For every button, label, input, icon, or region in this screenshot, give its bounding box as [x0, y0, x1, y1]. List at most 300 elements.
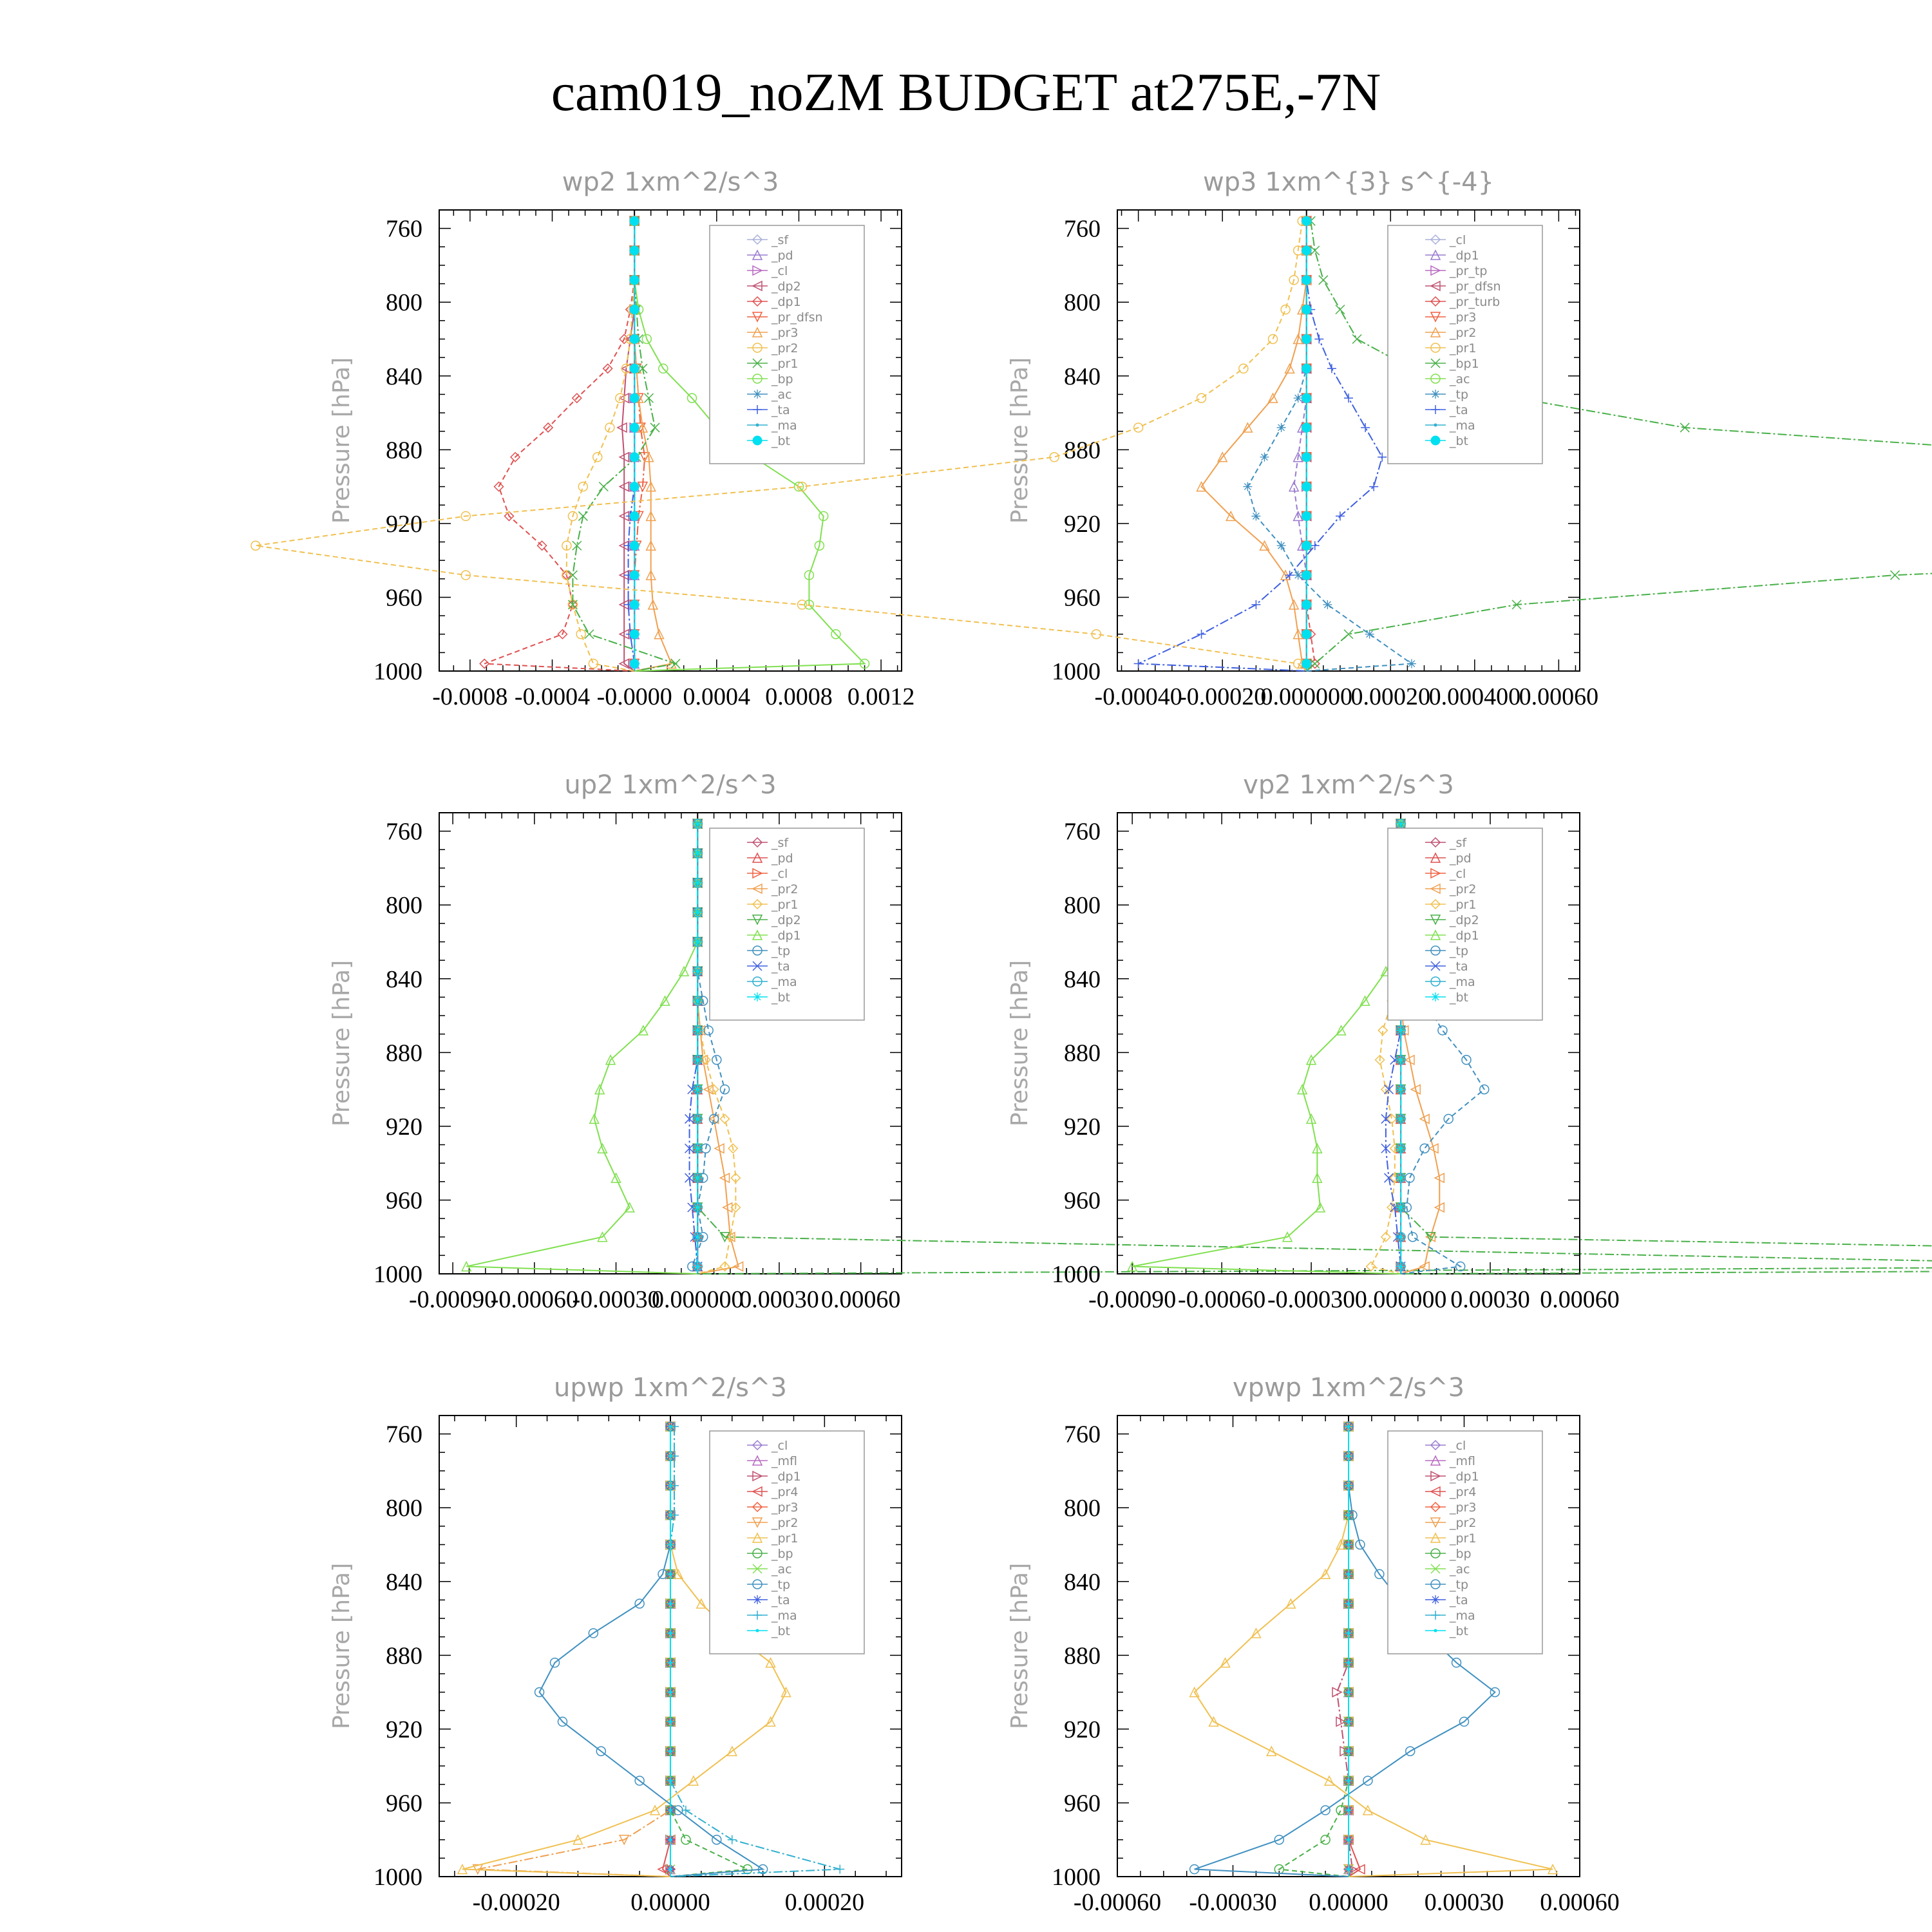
x-tick-label: 0.000000	[1354, 1286, 1447, 1313]
y-tick-label: 800	[1064, 892, 1101, 920]
y-tick-label: 840	[1064, 965, 1101, 993]
data-point	[1281, 305, 1290, 314]
legend-label: _bt	[772, 1624, 791, 1638]
y-tick-label: 920	[386, 510, 422, 538]
data-point	[669, 1602, 672, 1605]
y-tick-label: 960	[1064, 584, 1101, 612]
legend-marker	[1431, 390, 1440, 399]
y-tick-label: 1000	[1052, 658, 1101, 685]
data-point	[1347, 1868, 1350, 1871]
data-point	[1396, 1262, 1405, 1271]
data-point	[630, 393, 639, 402]
y-tick-label: 960	[386, 584, 422, 612]
series-dp1	[480, 216, 639, 671]
data-point	[1327, 364, 1336, 373]
data-point	[630, 571, 639, 580]
legend-label: _pr1	[772, 1531, 799, 1546]
data-point	[630, 659, 639, 668]
x-tick-label: -0.00020	[472, 1889, 560, 1916]
data-point	[1302, 305, 1311, 314]
data-point	[693, 908, 702, 917]
y-tick-label: 760	[1064, 1421, 1101, 1448]
legend-label: _bp	[772, 372, 793, 386]
data-point	[1347, 1573, 1350, 1576]
legend-label: _pr3	[772, 326, 799, 340]
legend-marker	[753, 436, 762, 445]
legend-label: _pr1	[1450, 898, 1477, 912]
y-tick-label: 840	[386, 1568, 422, 1596]
chart-panel-2	[328, 770, 1932, 1313]
legend-label: _pr3	[772, 1501, 799, 1515]
x-tick-label: 0.000400	[1428, 683, 1521, 710]
data-point	[630, 305, 639, 314]
data-point	[693, 1262, 702, 1271]
y-tick-label: 960	[1064, 1790, 1101, 1817]
legend-label: _ma	[1450, 975, 1475, 989]
legend-label: _cl	[1450, 233, 1466, 247]
series-pr2	[562, 216, 639, 671]
series-dp1	[1128, 819, 1405, 1274]
y-tick-label: 920	[1064, 1716, 1101, 1743]
data-point	[669, 1573, 672, 1576]
data-point	[693, 937, 702, 946]
x-tick-label: 0.00060	[1540, 1286, 1620, 1313]
data-point	[630, 364, 639, 373]
legend-label: _bt	[1450, 434, 1469, 448]
legend-label: _ta	[772, 1593, 790, 1607]
x-tick-label: 0.000000	[651, 1286, 744, 1313]
legend-label: _ta	[772, 960, 790, 974]
data-point	[1197, 630, 1206, 639]
data-point	[1347, 1425, 1350, 1428]
data-point	[1302, 511, 1311, 520]
data-point	[693, 1144, 702, 1153]
data-point	[630, 334, 639, 343]
data-point	[1197, 393, 1206, 402]
legend-label: _pr_dfsn	[772, 310, 823, 325]
panel-title: vpwp 1xm^2/s^3	[1232, 1373, 1465, 1403]
y-tick-label: 1000	[374, 658, 422, 685]
x-tick-label: -0.0004	[514, 683, 591, 710]
data-point	[1396, 1203, 1405, 1212]
data-point	[630, 453, 639, 462]
y-tick-label: 760	[386, 215, 422, 243]
data-point	[1396, 1144, 1405, 1153]
x-tick-label: 0.00060	[1540, 1889, 1620, 1916]
series-line	[1279, 1426, 1349, 1877]
y-tick-label: 880	[1064, 1642, 1101, 1670]
x-tick-label: 0.00060	[820, 1286, 901, 1313]
y-tick-label: 880	[1064, 1039, 1101, 1067]
legend-label: _bp	[1450, 1547, 1472, 1561]
data-point	[693, 1085, 702, 1094]
data-point	[1347, 1808, 1350, 1812]
data-point	[1277, 541, 1286, 550]
x-tick-label: 0.00000	[630, 1889, 710, 1916]
x-tick-label: -0.00030	[572, 1286, 660, 1313]
panel-title: wp2 1xm^2/s^3	[562, 167, 779, 197]
legend-label: _sf	[772, 836, 789, 850]
data-point	[1243, 482, 1252, 491]
y-tick-label: 760	[386, 818, 422, 846]
data-point	[630, 630, 639, 639]
data-point	[1407, 659, 1416, 668]
y-tick-label: 960	[386, 1187, 422, 1215]
main-title: cam019_noZM BUDGET at275E,-7N	[551, 62, 1381, 122]
y-tick-label: 880	[386, 1642, 422, 1670]
data-point	[1302, 364, 1311, 373]
data-point	[1347, 1484, 1350, 1487]
data-point	[1347, 1455, 1350, 1458]
legend-label: _ma	[1450, 1609, 1475, 1623]
data-point	[630, 511, 639, 520]
legend-label: _bt	[1450, 990, 1469, 1005]
data-point	[693, 1114, 702, 1123]
legend-label: _sf	[1450, 836, 1467, 850]
y-tick-label: 840	[1064, 1568, 1101, 1596]
data-point	[1302, 216, 1311, 225]
y-axis-label: Pressure [hPa]	[1007, 960, 1033, 1127]
legend-label: _ac	[1450, 1562, 1470, 1577]
data-point	[1302, 571, 1311, 580]
data-point	[669, 1513, 672, 1517]
panel-title: vp2 1xm^2/s^3	[1243, 770, 1454, 800]
data-point	[835, 1865, 844, 1874]
data-point	[1405, 1173, 1414, 1182]
data-point	[669, 1868, 672, 1871]
data-point	[669, 1425, 672, 1428]
data-point	[1347, 1690, 1350, 1694]
x-tick-label: -0.0008	[432, 683, 508, 710]
series-line	[466, 824, 697, 1274]
y-tick-label: 800	[386, 892, 422, 920]
data-point	[1302, 393, 1311, 402]
x-tick-label: -0.00030	[1189, 1889, 1277, 1916]
legend-label: _dp1	[772, 929, 801, 943]
legend-marker	[753, 390, 762, 399]
data-point	[720, 1114, 729, 1123]
legend-label: _pd	[772, 851, 793, 866]
legend-label: _tp	[772, 944, 791, 958]
legend-label: _pr2	[1450, 882, 1477, 896]
data-point	[630, 246, 639, 255]
x-tick-label: 0.00020	[784, 1889, 865, 1916]
x-tick-label: 0.00060	[1519, 683, 1599, 710]
data-point	[1347, 1661, 1350, 1664]
x-tick-label: -0.00060	[490, 1286, 578, 1313]
data-point	[1134, 659, 1143, 668]
data-point	[669, 1543, 672, 1546]
data-point	[693, 1233, 702, 1242]
data-point	[1302, 482, 1311, 491]
legend-label: _ta	[1450, 960, 1468, 974]
series-ta	[1134, 216, 1387, 671]
y-tick-label: 920	[1064, 510, 1101, 538]
data-point	[693, 967, 702, 976]
data-point	[1420, 1144, 1429, 1153]
data-point	[630, 482, 639, 491]
data-point	[1269, 334, 1278, 343]
legend-marker	[1431, 1595, 1440, 1604]
data-point	[1302, 600, 1311, 609]
y-tick-label: 1000	[374, 1864, 422, 1891]
legend-label: _tp	[1450, 388, 1469, 402]
y-axis-label: Pressure [hPa]	[328, 357, 355, 524]
legend-label: _pd	[772, 249, 793, 263]
data-point	[1352, 334, 1361, 343]
chart-panel-1	[251, 167, 1932, 710]
y-tick-label: 1000	[1052, 1261, 1101, 1288]
data-point	[1302, 423, 1311, 432]
series-line	[697, 824, 1932, 1274]
data-point	[728, 1835, 737, 1844]
x-tick-label: 0.0004	[683, 683, 751, 710]
data-point	[1347, 1631, 1350, 1634]
data-point	[669, 1720, 672, 1723]
data-point	[693, 1173, 702, 1182]
legend-label: _tp	[772, 1578, 791, 1592]
legend-label: _bp	[772, 1547, 793, 1561]
legend-label: _pr2	[772, 1516, 799, 1530]
legend-label: _cl	[772, 1439, 788, 1453]
y-tick-label: 800	[1064, 289, 1101, 317]
legend-label: _pr3	[1450, 310, 1477, 325]
data-point	[1260, 453, 1269, 462]
y-tick-label: 760	[386, 1421, 422, 1448]
data-point	[669, 1690, 672, 1694]
chart-panel-5	[1007, 1373, 1620, 1916]
y-axis-label: Pressure [hPa]	[1007, 357, 1033, 524]
data-point	[693, 819, 702, 828]
legend-label: _mfl	[772, 1454, 797, 1468]
x-tick-label: -0.00060	[1073, 1889, 1162, 1916]
legend-label: _bt	[772, 990, 791, 1005]
series-line	[1132, 824, 1401, 1274]
series-line	[484, 221, 634, 671]
data-point	[1347, 1513, 1350, 1517]
data-point	[1396, 1056, 1405, 1065]
y-tick-label: 760	[1064, 215, 1101, 243]
y-tick-label: 840	[386, 965, 422, 993]
data-point	[1302, 659, 1311, 668]
data-point	[593, 453, 602, 462]
data-point	[669, 1808, 672, 1812]
data-point	[1438, 1026, 1447, 1035]
legend-label: _pr_dfsn	[1450, 279, 1501, 294]
y-tick-label: 1000	[1052, 1864, 1101, 1891]
legend-label: _dp1	[772, 295, 801, 309]
legend-label: _pr1	[1450, 341, 1477, 355]
legend-label: _pr1	[772, 898, 799, 912]
legend-marker	[753, 992, 762, 1001]
series-bp	[1274, 1422, 1353, 1877]
legend-label: _bt	[1450, 1624, 1469, 1638]
y-axis-label: Pressure [hPa]	[1007, 1562, 1033, 1730]
legend-label: _bp1	[1450, 357, 1479, 371]
legend-label: _dp1	[1450, 249, 1479, 263]
legend-label: _tp	[1450, 1578, 1469, 1592]
data-point	[693, 996, 702, 1005]
data-point	[1314, 334, 1323, 343]
data-point	[630, 541, 639, 550]
data-point	[1396, 1085, 1405, 1094]
y-tick-label: 880	[386, 437, 422, 464]
x-tick-label: 0.00030	[1424, 1889, 1504, 1916]
y-tick-label: 920	[386, 1113, 422, 1141]
legend-marker	[756, 424, 759, 427]
legend-label: _ac	[772, 388, 792, 402]
data-point	[1302, 334, 1311, 343]
legend-marker	[756, 1629, 759, 1633]
data-point	[669, 1838, 672, 1841]
data-point	[1347, 1602, 1350, 1605]
data-point	[1302, 453, 1311, 462]
y-tick-label: 840	[386, 363, 422, 390]
data-point	[693, 1203, 702, 1212]
data-point	[1302, 630, 1311, 639]
data-point	[630, 216, 639, 225]
data-point	[1347, 1779, 1350, 1783]
legend-label: _pr_turb	[1450, 295, 1501, 309]
y-tick-label: 760	[1064, 818, 1101, 846]
data-point	[1347, 1838, 1350, 1841]
chart-panel-3	[1007, 770, 1932, 1313]
legend-label: _dp1	[772, 1470, 801, 1484]
x-tick-label: -0.00060	[1178, 1286, 1266, 1313]
legend-label: _ma	[772, 419, 797, 433]
y-tick-label: 800	[386, 289, 422, 317]
chart-panel-0	[328, 167, 914, 710]
x-tick-label: 0.00030	[1450, 1286, 1530, 1313]
data-point	[1369, 482, 1378, 491]
x-tick-label: 0.0012	[847, 683, 915, 710]
y-axis-label: Pressure [hPa]	[328, 1562, 355, 1730]
data-point	[1347, 1750, 1350, 1753]
panel-title: up2 1xm^2/s^3	[564, 770, 777, 800]
x-tick-label: -0.0000	[596, 683, 672, 710]
legend-label: _pr1	[1450, 1531, 1477, 1546]
data-point	[1361, 423, 1370, 432]
y-tick-label: 920	[1064, 1113, 1101, 1141]
series-dp2	[693, 819, 1932, 1274]
data-point	[1294, 393, 1303, 402]
y-tick-label: 800	[386, 1495, 422, 1522]
legend-label: _dp1	[1450, 929, 1479, 943]
legend-label: _cl	[1450, 1439, 1466, 1453]
legend-label: _ta	[1450, 403, 1468, 417]
data-point	[644, 393, 653, 402]
x-tick-label: 0.000000	[1260, 683, 1352, 710]
x-tick-label: 0.00020	[1350, 683, 1431, 710]
legend-label: _pr4	[1450, 1485, 1477, 1499]
legend-label: _ac	[772, 1562, 792, 1577]
legend-marker	[1434, 424, 1437, 427]
legend-label: _pr1	[772, 357, 799, 371]
data-point	[576, 630, 585, 639]
series-line	[634, 221, 671, 671]
series-line	[1139, 221, 1383, 671]
data-point	[630, 423, 639, 432]
data-point	[1277, 423, 1286, 432]
legend-label: _pr2	[772, 882, 799, 896]
data-point	[669, 1661, 672, 1664]
legend-marker	[1431, 992, 1440, 1001]
data-point	[1396, 819, 1405, 828]
legend-label: _cl	[1450, 867, 1466, 881]
legend-label: _dp2	[1450, 913, 1479, 927]
data-point	[1336, 305, 1345, 314]
y-tick-label: 920	[386, 1716, 422, 1743]
data-point	[585, 630, 594, 639]
legend-label: _pr2	[1450, 1516, 1477, 1530]
data-point	[669, 1455, 672, 1458]
data-point	[650, 423, 659, 432]
data-point	[1323, 600, 1332, 609]
data-point	[681, 1835, 690, 1844]
data-point	[578, 482, 587, 491]
series-line	[1247, 221, 1412, 671]
y-tick-label: 960	[386, 1790, 422, 1817]
legend-label: _ta	[772, 403, 790, 417]
y-axis-label: Pressure [hPa]	[328, 960, 355, 1127]
legend-marker	[753, 1595, 762, 1604]
data-point	[1365, 630, 1374, 639]
y-tick-label: 960	[1064, 1187, 1101, 1215]
legend-label: _dp2	[772, 279, 801, 294]
x-tick-label: 0.0008	[765, 683, 833, 710]
legend-label: _mfl	[1450, 1454, 1475, 1468]
data-point	[1251, 511, 1260, 520]
legend-label: _cl	[772, 264, 788, 278]
y-tick-label: 800	[1064, 1495, 1101, 1522]
legend-label: _pr2	[1450, 326, 1477, 340]
data-point	[1347, 1720, 1350, 1723]
series-pr2	[473, 1422, 675, 1877]
data-point	[693, 878, 702, 887]
data-point	[630, 600, 639, 609]
data-point	[1396, 1026, 1405, 1035]
panel-title: upwp 1xm^2/s^3	[554, 1373, 787, 1403]
data-point	[669, 1484, 672, 1487]
data-point	[578, 511, 587, 520]
data-point	[669, 1750, 672, 1753]
data-point	[1294, 571, 1303, 580]
data-point	[1321, 1835, 1330, 1844]
y-tick-label: 880	[1064, 437, 1101, 464]
legend-label: _pr4	[772, 1485, 799, 1499]
y-tick-label: 880	[386, 1039, 422, 1067]
legend-label: _tp	[1450, 944, 1469, 958]
legend-label: _dp2	[772, 913, 801, 927]
series-line	[478, 1426, 670, 1877]
data-point	[599, 482, 608, 491]
legend-marker	[1431, 436, 1440, 445]
legend-label: _ma	[772, 975, 797, 989]
legend-label: _sf	[772, 233, 789, 247]
legend-marker	[1434, 1629, 1437, 1633]
y-tick-label: 1000	[374, 1261, 422, 1288]
x-tick-label: 0.00030	[739, 1286, 819, 1313]
legend-label: _pr2	[772, 341, 799, 355]
data-point	[1396, 1173, 1405, 1182]
data-point	[693, 849, 702, 858]
legend-label: _ta	[1450, 1593, 1468, 1607]
y-tick-label: 840	[1064, 363, 1101, 390]
panel-title: wp3 1xm^{3} s^{-4}	[1202, 167, 1495, 197]
x-tick-label: -0.00030	[1267, 1286, 1356, 1313]
x-tick-label: -0.00040	[1094, 683, 1182, 710]
x-tick-label: -0.00090	[409, 1286, 497, 1313]
